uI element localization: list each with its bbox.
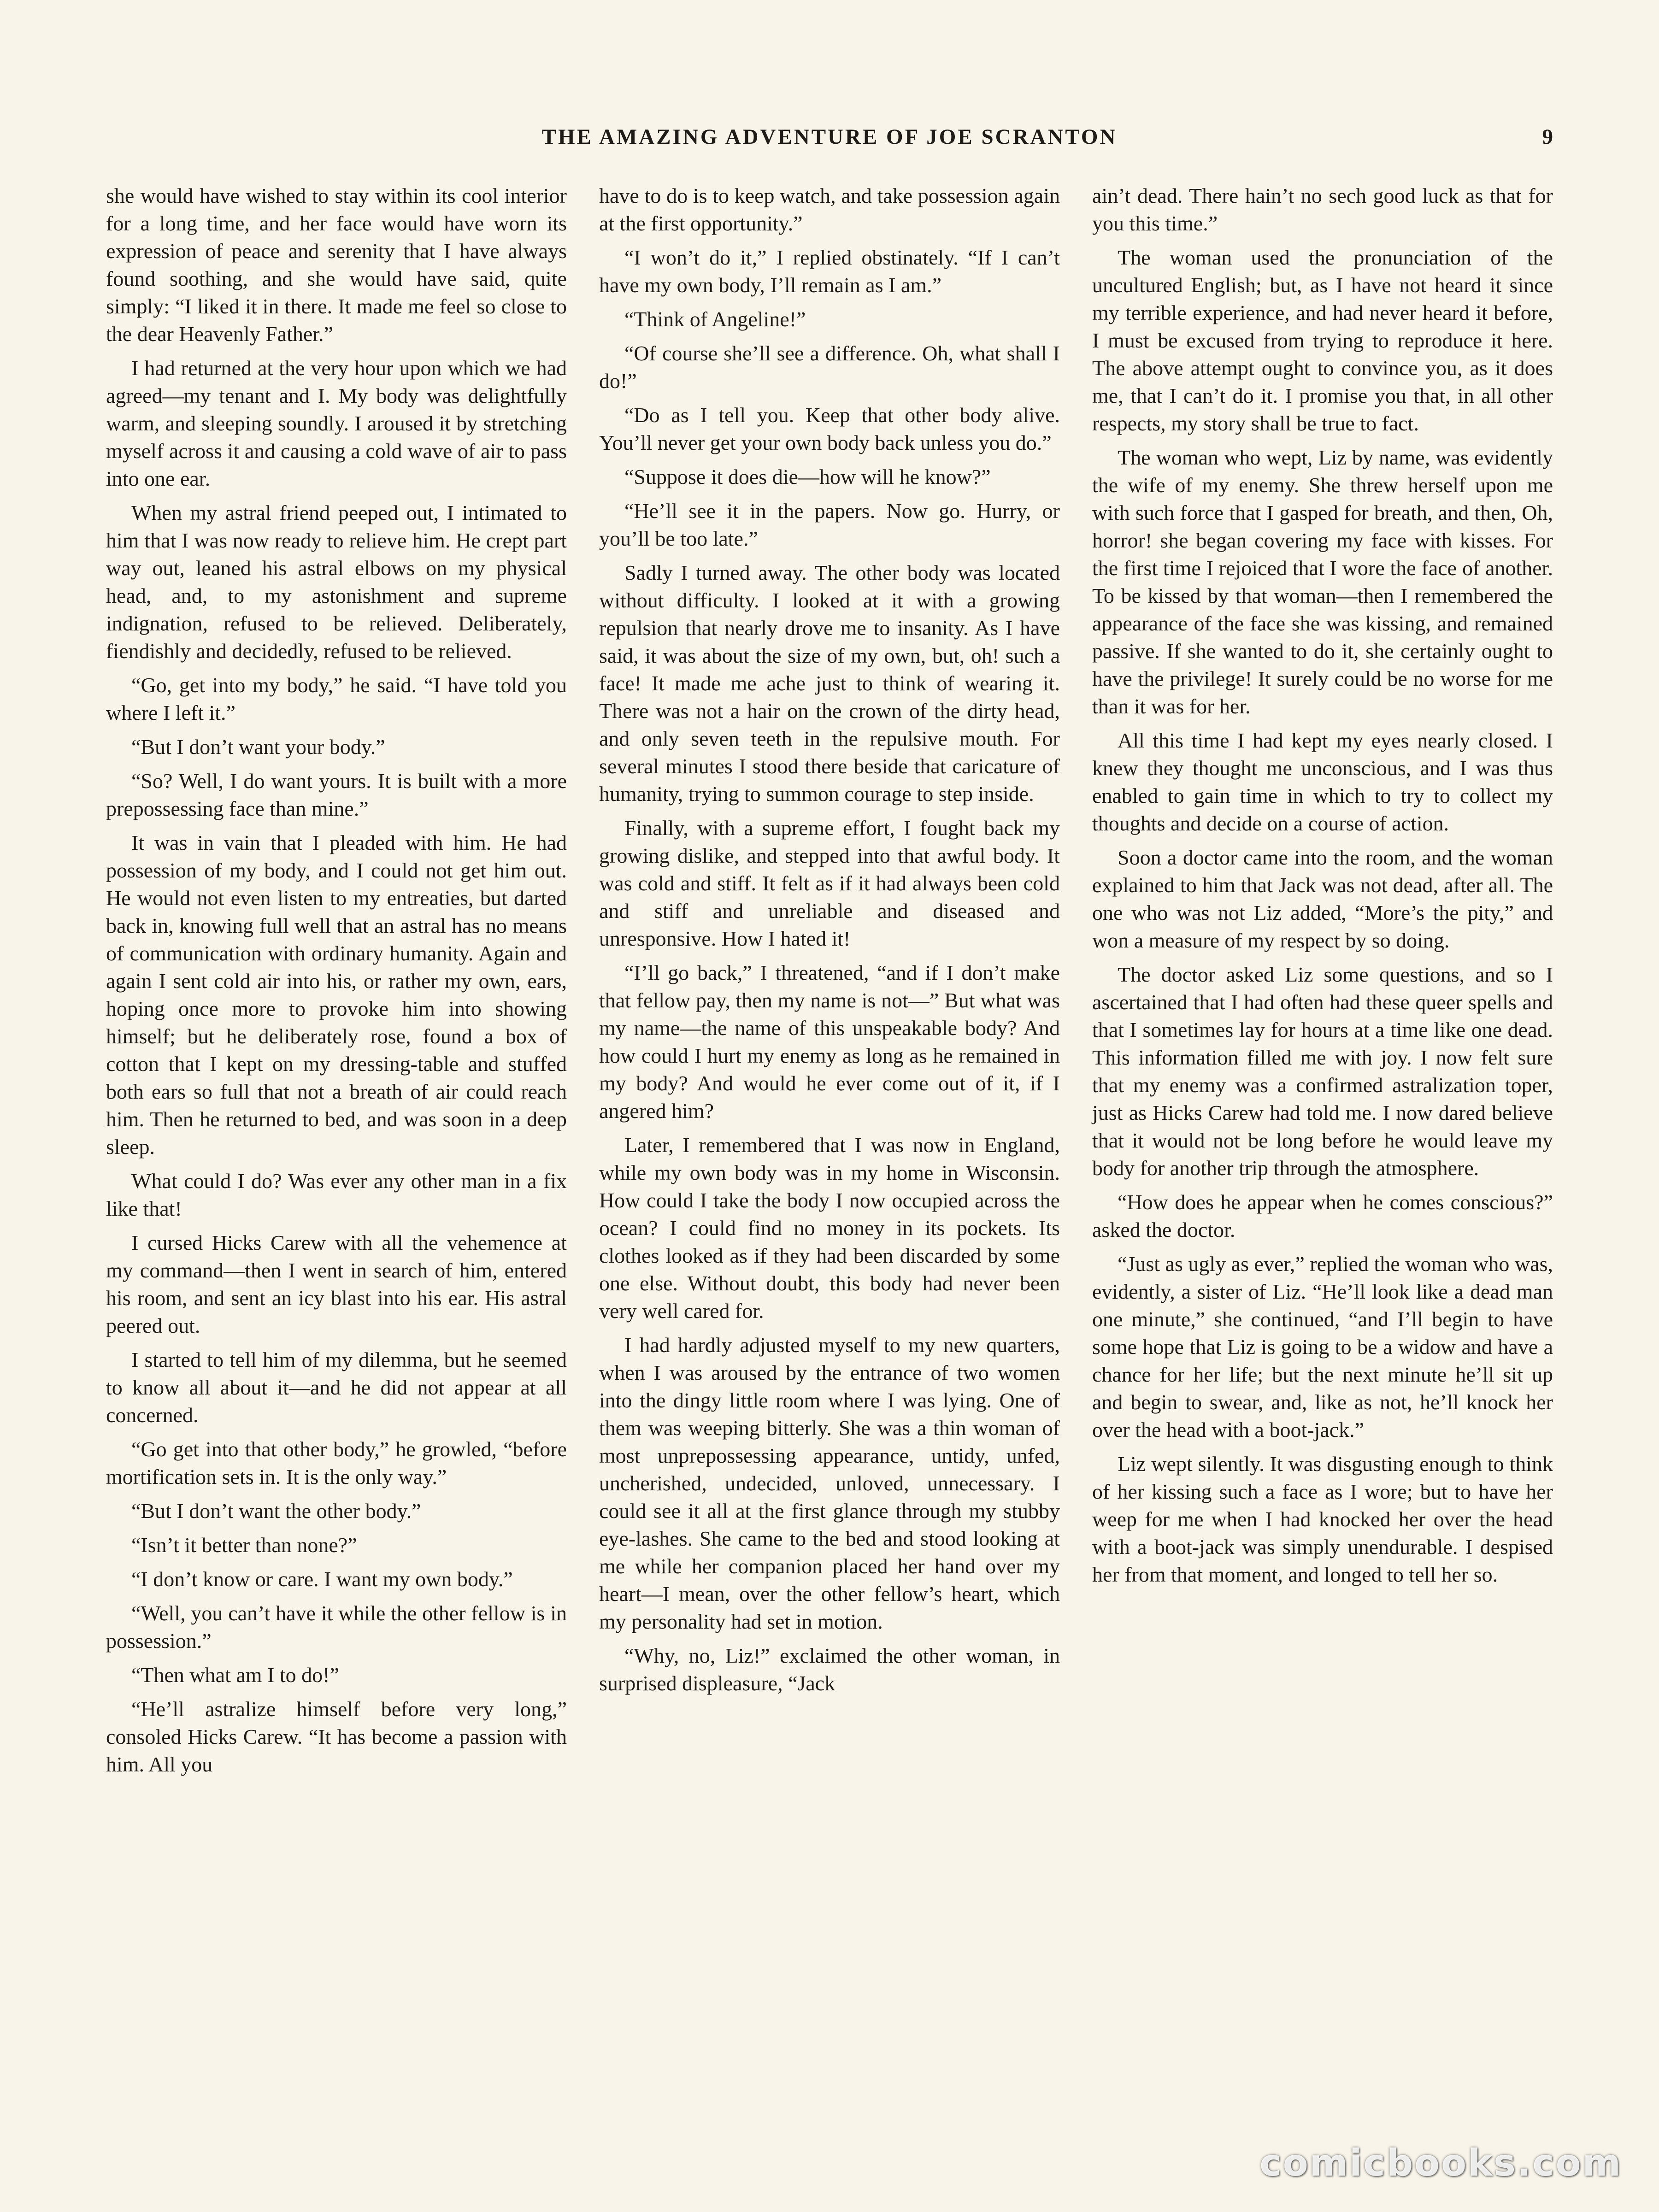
paragraph: Later, I remembered that I was now in England, while my own body was in my home in Wisconsin. How could I take the body I now occupied across the ocean? I could find no money in its pockets. Its clothes looked as if they had been discarded by some one else. Without doubt, this body had never been very well cared for. (599, 1133, 1060, 1323)
article-columns (106, 182, 1553, 2090)
paragraph: The woman who wept, Liz by name, was evidently the wife of my enemy. She threw herself upon me with such force that I gasped for breath, and then, Oh, horror! she began covering my face with kisses. For the first time I rejoiced that I wore the face of another. To be kissed by that woman—then I remembered the appearance of the face she was kissing, and remained passive. If she wanted to do it, she certainly ought to have the privilege! It surely could be no worse for me than it was for her. (1092, 446, 1553, 718)
paragraph: have to do is to keep watch, and take possession again at the first opportunity.” (599, 184, 1060, 235)
paragraph: Soon a doctor came into the room, and the woman explained to him that Jack was not dead, after all. The one who was not Liz added, “More’s the pity,” and won a measure of my respect by so doing. (1092, 846, 1553, 952)
paragraph: It was in vain that I pleaded with him. He had possession of my body, and I could not get him out. He would not even listen to my entreaties, but darted back in, knowing full well that an astral has no means of communication with ordinary humanity. Again and again I sent cold air into his, or rather my own, ears, hoping once more to provoke him into showing himself; but he deliberately rose, found a box of cotton that I kept on my dressing-table and stuffed both ears so full that not a breath of air could reach him. Then he returned to bed, and was soon in a deep sleep. (106, 831, 567, 1159)
paragraph: Liz wept silently. It was disgusting enough to think of her kissing such a face as I wore; but to have her weep for me when I had knocked her over the head with a boot-jack was simply unendurable. I despised her from that moment, and longed to tell her so. (1092, 1452, 1553, 1586)
paragraph: “Suppose it does die—how will he know?” (624, 465, 991, 488)
paragraph: “Isn’t it better than none?” (131, 1533, 357, 1557)
paragraph: “Go, get into my body,” he said. “I have told you where I left it.” (106, 673, 567, 724)
page-number: 9 (1542, 125, 1553, 149)
text-column-2 (599, 182, 1060, 2090)
paragraph: “I won’t do it,” I replied obstinately. “If I can’t have my own body, I’ll remain as I am.” (599, 246, 1060, 297)
paragraph: “I’ll go back,” I threatened, “and if I don’t make that fellow pay, then my name is not—” But what was my name—the name of this unspeakable body? And how could I hurt my enemy as long as he remained in my body? And would he ever come out of it, if I angered him? (599, 961, 1060, 1123)
paragraph: Sadly I turned away. The other body was located without difficulty. I looked at it with a growing repulsion that nearly drove me to insanity. As I have said, it was about the size of my own, but, oh! such a face! It made me ache just to think of wearing it. There was not a hair on the crown of the dirty head, and only seven teeth in the repulsive mouth. For several minutes I stood there beside that caricature of humanity, trying to summon courage to step inside. (599, 561, 1060, 806)
paragraph: I had hardly adjusted myself to my new quarters, when I was aroused by the entrance of two women into the dingy little room where I was lying. One of them was weeping bitterly. She was a thin woman of most unprepossessing appearance, untidy, unfed, uncherished, undecided, unloved, unnecessary. I could see it all at the first glance through my stubby eye-lashes. She came to the bed and stood looking at me while her companion placed her hand over my heart—I mean, over the other fellow’s heart, which my personality had set in motion. (599, 1333, 1060, 1633)
paragraph: All this time I had kept my eyes nearly closed. I knew they thought me unconscious, and I was thus enabled to gain time in which to try to collect my thoughts and decide on a course of action. (1092, 729, 1553, 835)
paragraph: “How does he appear when he comes conscious?” asked the doctor. (1092, 1190, 1553, 1241)
paragraph: ain’t dead. There hain’t no sech good luck as that for you this time.” (1092, 184, 1553, 235)
paragraph: I started to tell him of my dilemma, but he seemed to know all about it—and he did not appear at all concerned. (106, 1348, 567, 1427)
paragraph: “Why, no, Liz!” exclaimed the other woman, in surprised displeasure, “Jack (599, 1644, 1060, 1695)
paragraph: I cursed Hicks Carew with all the vehemence at my command—then I went in search of him, entered his room, and sent an icy blast into his ear. His astral peered out. (106, 1231, 567, 1337)
watermark: comicbooks.com (1259, 2141, 1622, 2184)
paragraph: she would have wished to stay within its cool interior for a long time, and her face would have worn its expression of peace and serenity that I have always found soothing, and she would have said, quite simply: “I liked it in there. It made me feel so close to the dear Heavenly Father.” (106, 184, 567, 346)
paragraph: Finally, with a supreme effort, I fought back my growing dislike, and stepped into that awful body. It was cold and stiff. It felt as if it had always been cold and stiff and unreliable and diseased and unresponsive. How I hated it! (599, 816, 1060, 950)
paragraph: The doctor asked Liz some questions, and so I ascertained that I had often had these queer spells and that I sometimes lay for hours at a time like one dead. This information filled me with joy. I now felt sure that my enemy was a confirmed astralization toper, just as Hicks Carew had told me. I now dared believe that it would not be long before he would leave my body for another trip through the atmosphere. (1092, 963, 1553, 1180)
text-column-3 (1092, 182, 1553, 2090)
paragraph: “Well, you can’t have it while the other fellow is in possession.” (106, 1601, 567, 1653)
paragraph: I had returned at the very hour upon which we had agreed—my tenant and I. My body was delightfully warm, and sleeping soundly. I aroused it by stretching myself across it and causing a cold wave of air to pass into one ear. (106, 356, 567, 490)
paragraph: The woman used the pronunciation of the uncultured English; but, as I have not heard it since my terrible experience, and had never heard it before, I must be excused from trying to reproduce it here. The above attempt ought to convince you, as it does me, that I can’t do it. I promise you that, in all other respects, my story shall be true to fact. (1092, 246, 1553, 435)
paragraph: “Think of Angeline!” (624, 307, 806, 331)
paragraph: “Just as ugly as ever,” replied the woman who was, evidently, a sister of Liz. “He’ll look like a dead man one minute,” she continued, “and I’ll begin to have some hope that Liz is going to be a widow and have a chance for her life; but the next minute he’ll sit up and begin to swear, and, like as not, he’ll knock her over the head with a boot-jack.” (1092, 1252, 1553, 1441)
paragraph: “I don’t know or care. I want my own body.” (131, 1567, 513, 1591)
paragraph: What could I do? Was ever any other man in a fix like that! (106, 1169, 567, 1220)
paragraph: “But I don’t want your body.” (131, 735, 385, 759)
paragraph: “He’ll see it in the papers. Now go. Hurry, or you’ll be too late.” (599, 499, 1060, 550)
paragraph: “Then what am I to do!” (131, 1663, 339, 1687)
paragraph: “So? Well, I do want yours. It is built with a more prepossessing face than mine.” (106, 769, 567, 820)
text-column-1 (106, 182, 567, 2090)
paragraph: When my astral friend peeped out, I intimated to him that I was now ready to relieve him. He crept part way out, leaned his astral elbows on my physical head, and, to my astonishment and supreme indignation, refused to be relieved. Deliberately, fiendishly and decidedly, refused to be relieved. (106, 501, 567, 663)
paragraph: “Of course she’ll see a difference. Oh, what shall I do!” (599, 341, 1060, 393)
running-head: THE AMAZING ADVENTURE OF JOE SCRANTON (541, 125, 1118, 149)
paragraph: “Go get into that other body,” he growled, “before mortification sets in. It is the only way.” (106, 1437, 567, 1488)
page-header (106, 124, 1553, 161)
paragraph: “But I don’t want the other body.” (131, 1499, 421, 1523)
paragraph: “Do as I tell you. Keep that other body alive. You’ll never get your own body back unless you do.” (599, 403, 1060, 454)
paragraph: “He’ll astralize himself before very long,” consoled Hicks Carew. “It has become a passion with him. All you (106, 1697, 567, 1776)
